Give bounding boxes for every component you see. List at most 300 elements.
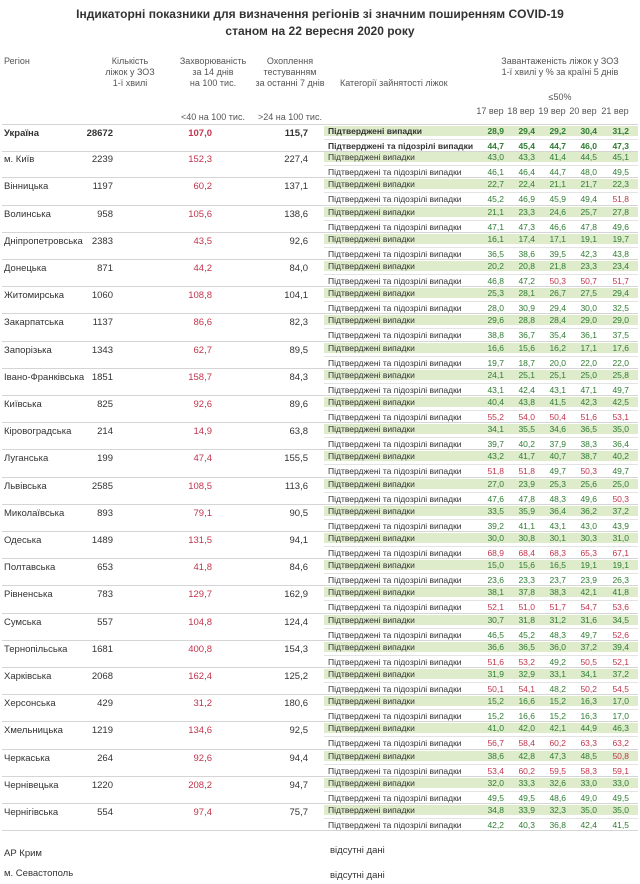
report-title: Індикаторні показники для визначення регіонів зі значним поширенням COVID-19 <box>76 7 564 21</box>
missing-region-name: АР Крим <box>4 848 42 859</box>
beds-count: 2068 <box>91 671 113 682</box>
occupancy-value: 19,1 <box>580 233 597 244</box>
suspected-line <box>324 630 638 640</box>
suspected-line <box>324 657 638 667</box>
category-label: Підтверджені та підозрілі випадки <box>328 412 462 422</box>
category-label: Підтверджені та підозрілі випадки <box>328 629 462 640</box>
header-incidence: Захворюваність за 14 днів на 100 тис. <box>179 56 247 88</box>
category-label: Підтверджені та підозрілі випадки <box>328 711 462 722</box>
category-label: Підтверджені та підозрілі випадки <box>328 194 462 205</box>
testing-value: 115,7 <box>284 128 308 139</box>
beds-count: 1343 <box>91 344 113 356</box>
confirmed-line <box>324 751 638 761</box>
category-label: Підтверджені та підозрілі випадки <box>328 656 462 667</box>
occupancy-value: 21,8 <box>549 261 566 271</box>
occupancy-value: 15,2 <box>549 696 566 707</box>
occupancy-value: 45,2 <box>487 194 504 205</box>
occupancy-value: 46,8 <box>487 276 504 286</box>
occupancy-value: 47,6 <box>487 493 504 504</box>
category-label: Підтверджені випадки <box>328 696 415 707</box>
occupancy-value: 42,2 <box>487 820 504 830</box>
occupancy-value: 34,5 <box>612 614 629 625</box>
occupancy-value: 47,2 <box>518 276 535 286</box>
testing-value: 94,1 <box>289 535 308 546</box>
occupancy-value: 30,8 <box>518 533 535 543</box>
category-label: Підтверджені випадки <box>328 152 415 163</box>
confirmed-line <box>324 805 638 815</box>
suspected-line <box>324 766 638 776</box>
suspected-line <box>324 385 638 395</box>
occupancy-value: 50,4 <box>549 412 566 422</box>
category-label: Підтверджені та підозрілі випадки <box>328 765 462 776</box>
occupancy-value: 51,6 <box>487 656 504 667</box>
occupancy-value: 45,1 <box>612 152 629 163</box>
occupancy-value: 40,4 <box>487 397 504 407</box>
confirmed-line <box>324 560 638 570</box>
confirmed-line <box>324 642 638 652</box>
category-label: Підтверджені та підозрілі випадки <box>328 602 462 613</box>
occupancy-value: 44,5 <box>580 152 597 163</box>
occupancy-value: 25,1 <box>518 369 535 380</box>
region-name: Івано-Франківська <box>4 371 85 383</box>
occupancy-value: 22,7 <box>487 179 504 190</box>
occupancy-value: 47,1 <box>487 221 504 232</box>
occupancy-value: 54,7 <box>580 602 597 613</box>
category-label: Підтверджені та підозрілі випадки <box>328 357 462 368</box>
testing-value: 137,1 <box>284 181 308 193</box>
category-label: Підтверджені випадки <box>328 233 415 244</box>
confirmed-line <box>324 451 638 461</box>
occupancy-value: 28,9 <box>487 126 504 136</box>
confirmed-line <box>324 696 638 706</box>
occupancy-value: 42,4 <box>580 820 597 830</box>
occupancy-value: 21,1 <box>549 179 566 190</box>
occupancy-value: 68,9 <box>487 548 504 558</box>
occupancy-value: 25,0 <box>612 478 629 489</box>
confirmed-line <box>324 261 638 271</box>
occupancy-value: 42,4 <box>518 384 535 395</box>
occupancy-value: 43,8 <box>518 397 535 407</box>
beds-count: 554 <box>97 807 113 818</box>
occupancy-value: 46,5 <box>487 629 504 640</box>
occupancy-value: 33,0 <box>612 777 629 788</box>
beds-count: 825 <box>97 399 113 410</box>
occupancy-value: 16,2 <box>549 342 566 353</box>
region-row <box>2 396 638 423</box>
category-label: Підтверджені та підозрілі випадки <box>328 820 462 830</box>
occupancy-block <box>324 126 638 151</box>
incidence-value: 208,2 <box>188 779 212 791</box>
testing-value: 94,4 <box>289 752 308 764</box>
occupancy-block <box>324 642 638 667</box>
incidence-value: 92,6 <box>193 752 212 764</box>
occupancy-value: 25,3 <box>487 288 504 299</box>
region-row <box>2 478 638 505</box>
category-label: Підтверджені та підозрілі випадки <box>328 221 462 232</box>
occupancy-value: 19,1 <box>612 560 629 571</box>
occupancy-value: 36,8 <box>549 820 566 830</box>
occupancy-block <box>324 397 638 422</box>
confirmed-line <box>324 778 638 788</box>
occupancy-value: 42,8 <box>518 750 535 761</box>
occupancy-value: 30,1 <box>549 533 566 543</box>
occupancy-value: 30,0 <box>580 303 597 314</box>
region-row <box>2 423 638 450</box>
occupancy-value: 26,7 <box>549 288 566 299</box>
occupancy-value: 25,0 <box>580 369 597 380</box>
beds-count: 783 <box>97 589 113 601</box>
region-row <box>2 260 638 287</box>
occupancy-value: 50,2 <box>580 684 597 694</box>
incidence-value: 79,1 <box>193 507 212 519</box>
incidence-value: 108,5 <box>188 480 212 492</box>
region-row <box>2 314 638 341</box>
occupancy-value: 23,9 <box>518 478 535 489</box>
occupancy-value: 47,1 <box>580 384 597 395</box>
header-day: 21 вер <box>601 106 629 116</box>
occupancy-value: 44,7 <box>487 141 504 151</box>
incidence-value: 158,7 <box>188 371 212 383</box>
category-label: Підтверджені випадки <box>328 614 415 625</box>
occupancy-value: 48,5 <box>580 750 597 761</box>
occupancy-value: 41,1 <box>518 520 535 531</box>
incidence-value: 47,4 <box>193 453 212 465</box>
occupancy-value: 18,7 <box>518 357 535 368</box>
occupancy-value: 32,5 <box>612 303 629 314</box>
occupancy-value: 17,0 <box>612 696 629 707</box>
occupancy-value: 51,8 <box>487 466 504 477</box>
occupancy-value: 43,8 <box>612 248 629 259</box>
region-name: Миколаївська <box>4 507 65 519</box>
occupancy-value: 28,8 <box>518 315 535 326</box>
confirmed-line <box>324 615 638 625</box>
category-label: Підтверджені випадки <box>328 587 415 598</box>
occupancy-value: 54,5 <box>612 684 629 694</box>
occupancy-value: 32,6 <box>549 777 566 788</box>
confirmed-line <box>324 723 638 733</box>
occupancy-value: 20,2 <box>487 261 504 271</box>
testing-value: 82,3 <box>289 317 308 329</box>
region-name: Черкаська <box>4 752 50 764</box>
occupancy-value: 29,2 <box>549 126 566 136</box>
testing-value: 138,6 <box>284 208 308 220</box>
beds-count: 1060 <box>91 290 113 302</box>
occupancy-value: 42,1 <box>580 587 597 598</box>
header-day: 20 вер <box>569 106 597 116</box>
category-label: Підтверджені випадки <box>328 261 415 271</box>
region-row <box>2 695 638 722</box>
occupancy-value: 37,2 <box>612 669 629 679</box>
incidence-value: 108,8 <box>188 290 212 302</box>
occupancy-value: 51,8 <box>518 466 535 477</box>
suspected-line <box>324 167 638 177</box>
suspected-line <box>324 738 638 748</box>
header-threshold: ≤50% <box>548 92 572 102</box>
occupancy-value: 45,2 <box>518 629 535 640</box>
beds-count: 893 <box>97 507 113 519</box>
occupancy-block <box>324 479 638 504</box>
occupancy-value: 41,5 <box>612 820 629 830</box>
occupancy-value: 41,0 <box>487 723 504 734</box>
occupancy-value: 67,1 <box>612 548 629 558</box>
occupancy-value: 39,5 <box>549 248 566 259</box>
header-day: 19 вер <box>538 106 566 116</box>
suspected-line <box>324 711 638 721</box>
incidence-value: 41,8 <box>193 562 212 574</box>
occupancy-value: 49,6 <box>612 221 629 232</box>
occupancy-value: 24,6 <box>549 206 566 217</box>
region-row <box>2 178 638 205</box>
occupancy-value: 50,1 <box>487 684 504 694</box>
beds-count: 2383 <box>91 235 113 247</box>
region-row <box>2 124 638 152</box>
confirmed-line <box>324 370 638 380</box>
occupancy-value: 19,1 <box>580 560 597 571</box>
testing-value: 180,6 <box>284 698 308 710</box>
testing-value: 90,5 <box>289 507 308 519</box>
region-row <box>2 450 638 477</box>
occupancy-block <box>324 424 638 449</box>
occupancy-value: 50,5 <box>580 656 597 667</box>
occupancy-block <box>324 533 638 558</box>
occupancy-value: 41,4 <box>549 152 566 163</box>
region-row <box>2 750 638 777</box>
incidence-value: 92,6 <box>193 399 212 410</box>
confirmed-line <box>324 207 638 217</box>
region-name: Київська <box>4 399 42 410</box>
occupancy-value: 38,3 <box>580 439 597 450</box>
category-label: Підтверджені та підозрілі випадки <box>328 548 462 558</box>
header-category: Категорії зайнятості ліжок <box>340 78 448 88</box>
suspected-line <box>324 276 638 286</box>
category-label: Підтверджені випадки <box>328 750 415 761</box>
region-row <box>2 532 638 559</box>
header-incidence-note: <40 на 100 тис. <box>181 112 245 122</box>
occupancy-value: 47,3 <box>612 141 629 151</box>
occupancy-value: 58,3 <box>580 765 597 776</box>
occupancy-value: 53,4 <box>487 765 504 776</box>
beds-count: 1219 <box>91 725 113 737</box>
occupancy-value: 48,3 <box>549 629 566 640</box>
occupancy-value: 17,0 <box>612 711 629 722</box>
occupancy-value: 30,9 <box>518 303 535 314</box>
beds-count: 429 <box>97 698 113 710</box>
suspected-line <box>324 820 638 830</box>
region-name: Луганська <box>4 453 49 465</box>
region-row <box>2 804 638 831</box>
occupancy-value: 46,9 <box>518 194 535 205</box>
occupancy-value: 15,6 <box>518 560 535 571</box>
testing-value: 84,0 <box>289 263 308 274</box>
occupancy-value: 36,4 <box>549 505 566 516</box>
occupancy-value: 15,2 <box>487 711 504 722</box>
occupancy-value: 38,3 <box>549 587 566 598</box>
occupancy-value: 51,8 <box>612 194 629 205</box>
category-label: Підтверджені та підозрілі випадки <box>328 684 462 694</box>
occupancy-value: 38,6 <box>518 248 535 259</box>
confirmed-line <box>324 506 638 516</box>
category-label: Підтверджені випадки <box>328 342 415 353</box>
incidence-value: 129,7 <box>188 589 212 601</box>
region-row <box>2 641 638 668</box>
occupancy-value: 51,0 <box>518 602 535 613</box>
region-name: Херсонська <box>4 698 56 710</box>
occupancy-value: 29,4 <box>549 303 566 314</box>
beds-count: 264 <box>97 752 113 764</box>
occupancy-value: 28,1 <box>518 288 535 299</box>
region-row <box>2 614 638 641</box>
occupancy-value: 32,3 <box>549 805 566 815</box>
suspected-line <box>324 494 638 504</box>
region-name: Чернівецька <box>4 779 59 791</box>
occupancy-block <box>324 234 638 259</box>
suspected-line <box>324 303 638 313</box>
occupancy-block <box>324 315 638 340</box>
occupancy-value: 58,4 <box>518 738 535 749</box>
occupancy-value: 46,4 <box>518 167 535 178</box>
confirmed-line <box>324 315 638 325</box>
occupancy-value: 39,7 <box>487 439 504 450</box>
occupancy-block <box>324 370 638 395</box>
region-name: Рівненська <box>4 589 53 601</box>
occupancy-value: 35,9 <box>518 505 535 516</box>
occupancy-value: 48,6 <box>549 792 566 803</box>
occupancy-value: 63,2 <box>612 738 629 749</box>
occupancy-value: 36,4 <box>612 439 629 450</box>
beds-count: 1489 <box>91 535 113 546</box>
testing-value: 84,6 <box>289 562 308 574</box>
header-day: 17 вер <box>476 106 504 116</box>
occupancy-value: 43,9 <box>612 520 629 531</box>
region-name: Львівська <box>4 480 47 492</box>
header-load: Завантаженість ліжок у ЗОЗ 1-ї хвилі у % за країні 5 днів <box>501 56 619 77</box>
occupancy-value: 43,0 <box>580 520 597 531</box>
beds-count: 958 <box>97 208 113 220</box>
occupancy-value: 40,7 <box>549 451 566 462</box>
category-label: Підтверджені та підозрілі випадки <box>328 384 462 395</box>
category-label: Підтверджені випадки <box>328 369 415 380</box>
confirmed-line <box>324 669 638 679</box>
incidence-value: 43,5 <box>193 235 212 247</box>
occupancy-value: 16,3 <box>580 696 597 707</box>
region-name: Волинська <box>4 208 51 220</box>
suspected-line <box>324 194 638 204</box>
occupancy-value: 16,5 <box>549 560 566 571</box>
occupancy-value: 29,4 <box>612 288 629 299</box>
region-row <box>2 559 638 586</box>
occupancy-value: 59,5 <box>549 765 566 776</box>
occupancy-value: 37,2 <box>612 505 629 516</box>
occupancy-value: 43,0 <box>487 152 504 163</box>
occupancy-value: 65,3 <box>580 548 597 558</box>
suspected-line <box>324 548 638 558</box>
occupancy-value: 29,0 <box>580 315 597 326</box>
region-row <box>2 151 638 178</box>
beds-count: 2585 <box>91 480 113 492</box>
category-label: Підтверджені та підозрілі випадки <box>328 466 462 477</box>
beds-count: 1851 <box>91 371 113 383</box>
occupancy-value: 29,4 <box>518 126 535 136</box>
category-label: Підтверджені випадки <box>328 397 415 407</box>
suspected-line <box>324 412 638 422</box>
suspected-line <box>324 439 638 449</box>
occupancy-value: 36,5 <box>580 424 597 435</box>
occupancy-value: 19,7 <box>487 357 504 368</box>
occupancy-value: 35,0 <box>612 805 629 815</box>
occupancy-value: 32,0 <box>487 777 504 788</box>
occupancy-value: 23,3 <box>518 575 535 586</box>
occupancy-value: 43,2 <box>487 451 504 462</box>
testing-value: 63,8 <box>289 426 308 438</box>
occupancy-value: 33,9 <box>518 805 535 815</box>
occupancy-value: 23,3 <box>518 206 535 217</box>
occupancy-value: 33,0 <box>580 777 597 788</box>
testing-value: 113,6 <box>284 480 308 492</box>
occupancy-value: 42,3 <box>580 248 597 259</box>
occupancy-value: 47,3 <box>549 750 566 761</box>
occupancy-value: 42,0 <box>518 723 535 734</box>
occupancy-value: 43,1 <box>549 520 566 531</box>
occupancy-block <box>324 669 638 694</box>
category-label: Підтверджені випадки <box>328 126 422 136</box>
occupancy-value: 24,1 <box>487 369 504 380</box>
occupancy-value: 22,3 <box>612 179 629 190</box>
occupancy-value: 30,7 <box>487 614 504 625</box>
testing-value: 154,3 <box>284 643 308 655</box>
occupancy-value: 50,7 <box>580 276 597 286</box>
category-label: Підтверджені випадки <box>328 669 415 679</box>
occupancy-value: 68,3 <box>549 548 566 558</box>
occupancy-value: 19,7 <box>612 233 629 244</box>
occupancy-value: 38,8 <box>487 330 504 341</box>
occupancy-value: 36,6 <box>487 641 504 652</box>
occupancy-value: 35,5 <box>518 424 535 435</box>
region-name: Кіровоградська <box>4 426 72 438</box>
beds-count: 1137 <box>92 317 113 329</box>
occupancy-value: 21,7 <box>580 179 597 190</box>
region-name: Харківська <box>4 671 52 682</box>
suspected-line <box>324 793 638 803</box>
category-label: Підтверджені випадки <box>328 533 415 543</box>
occupancy-value: 27,0 <box>487 478 504 489</box>
incidence-value: 131,5 <box>188 535 212 546</box>
occupancy-value: 41,8 <box>612 587 629 598</box>
confirmed-line <box>324 152 638 162</box>
occupancy-value: 53,1 <box>612 412 629 422</box>
occupancy-value: 41,5 <box>549 397 566 407</box>
occupancy-value: 25,8 <box>612 369 629 380</box>
occupancy-value: 40,2 <box>518 439 535 450</box>
occupancy-value: 35,0 <box>580 805 597 815</box>
occupancy-value: 44,9 <box>580 723 597 734</box>
occupancy-value: 44,7 <box>549 141 566 151</box>
occupancy-value: 43,1 <box>549 384 566 395</box>
occupancy-value: 43,1 <box>487 384 504 395</box>
category-label: Підтверджені та підозрілі випадки <box>328 575 462 586</box>
testing-value: 89,5 <box>289 344 308 356</box>
testing-value: 125,2 <box>284 671 308 682</box>
category-label: Підтверджені та підозрілі випадки <box>328 520 462 531</box>
occupancy-value: 38,6 <box>487 750 504 761</box>
confirmed-line <box>324 479 638 489</box>
region-name: Сумська <box>4 616 42 628</box>
region-name: Чернігівська <box>4 807 59 818</box>
occupancy-value: 29,0 <box>612 315 629 326</box>
occupancy-value: 42,1 <box>549 723 566 734</box>
region-row <box>2 586 638 613</box>
occupancy-value: 23,7 <box>549 575 566 586</box>
occupancy-value: 37,2 <box>580 641 597 652</box>
